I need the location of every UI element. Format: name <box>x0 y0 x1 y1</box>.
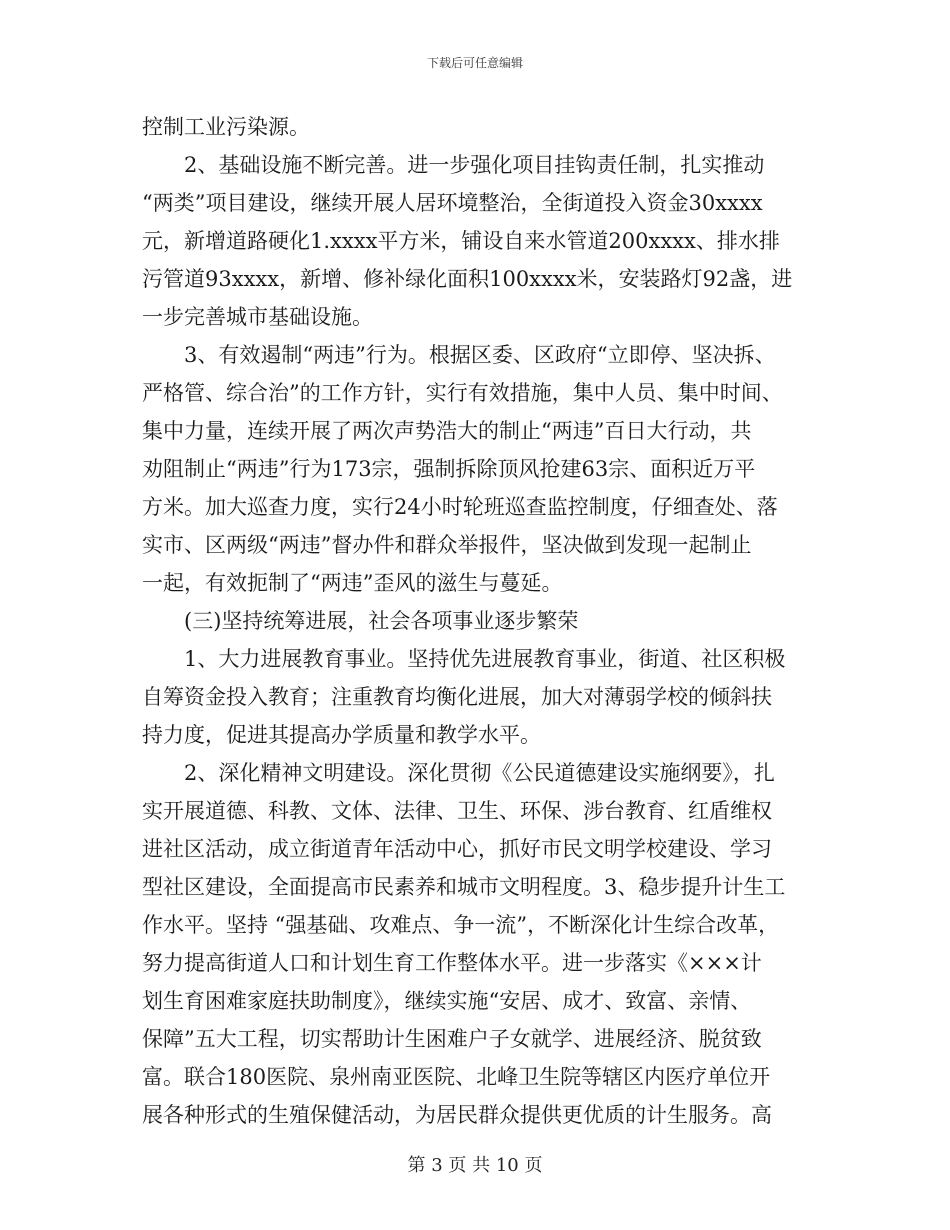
text-line: 控制工业污染源。 <box>142 115 310 139</box>
text-line: 严格管、综合治”的工作方针，实行有效措施，集中人员、集中时间、 <box>142 381 783 405</box>
text-line: 污管道93xxxx，新增、修补绿化面积100xxxx米，安装路灯92盏，进 <box>142 267 793 291</box>
text-line: 方米。加大巡查力度，实行24小时轮班巡查监控制度，仔细查处、落 <box>142 495 778 519</box>
text-line: 一步完善城市基础设施。 <box>142 305 373 329</box>
text-line: 作水平。坚持 “强基础、攻难点、争一流”，不断深化计生综合改革， <box>142 913 780 937</box>
text-line: 1、大力进展教育事业。坚持优先进展教育事业，街道、社区积极 <box>142 647 786 671</box>
text-line: 型社区建设，全面提高市民素养和城市文明程度。3、稳步提升计生工 <box>142 875 786 899</box>
document-body <box>142 108 812 1134</box>
text-line: 集中力量，连续开展了两次声势浩大的制止“两违”百日大行动，共 <box>142 419 752 443</box>
text-line: 努力提高街道人口和计划生育工作整体水平。进一步落实《×××计 <box>142 951 762 975</box>
text-line: 划生育困难家庭扶助制度》，继续实施“安居、成才、致富、亲情、 <box>142 989 752 1013</box>
text-line: 劝阻制止“两违”行为173宗，强制拆除顶风抢建63宗、面积近万平 <box>142 457 756 481</box>
text-line: 2、基础设施不断完善。进一步强化项目挂钩责任制，扎实推动 <box>142 153 765 177</box>
text-line: 保障”五大工程，切实帮助计生困难户子女就学、进展经济、脱贫致 <box>142 1027 762 1051</box>
text-line: 持力度，促进其提高办学质量和教学水平。 <box>142 723 541 747</box>
text-line: 实市、区两级“两违”督办件和群众举报件，坚决做到发现一起制止 <box>142 533 752 557</box>
text-line: 一起，有效扼制了“两违”歪风的滋生与蔓延。 <box>142 571 563 595</box>
text-line: 自筹资金投入教育；注重教育均衡化进展，加大对薄弱学校的倾斜扶 <box>142 685 772 709</box>
text-line: 3、有效遏制“两违”行为。根据区委、区政府“立即停、坚决拆、 <box>142 343 776 367</box>
page-header-note: 下载后可任意编辑 <box>426 56 523 70</box>
text-line: 进社区活动，成立街道青年活动中心，抓好市民文明学校建设、学习 <box>142 837 772 861</box>
section-heading: (三)坚持统筹进展，社会各项事业逐步繁荣 <box>142 609 579 633</box>
text-line: “两类”项目建设，继续开展人居环境整治，全街道投入资金30xxxx <box>142 191 763 215</box>
text-line: 展各种形式的生殖保健活动，为居民群众提供更优质的计生服务。高 <box>142 1103 772 1127</box>
text-line: 元，新增道路硬化1.xxxx平方米，铺设自来水管道200xxxx、排水排 <box>142 229 780 253</box>
text-line: 实开展道德、科教、文体、法律、卫生、环保、涉台教育、红盾维权 <box>142 799 772 823</box>
page-number-footer: 第 3 页 共 10 页 <box>407 1155 543 1176</box>
text-line: 2、深化精神文明建设。深化贯彻《公民道德建设实施纲要》，扎 <box>142 761 775 785</box>
text-line: 富。联合180医院、泉州南亚医院、北峰卫生院等辖区内医疗单位开 <box>142 1065 771 1089</box>
